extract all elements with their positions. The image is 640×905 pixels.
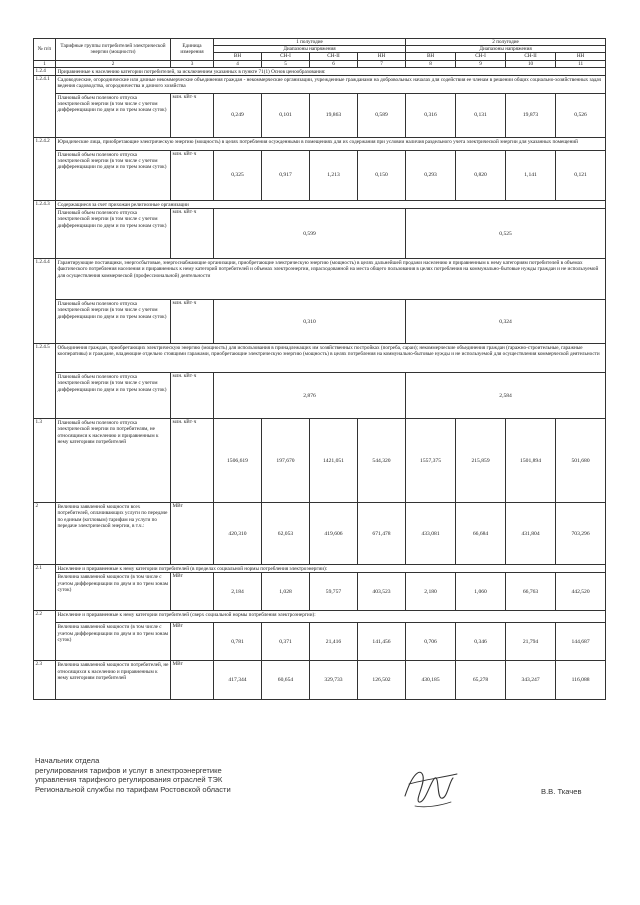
tariff-table xyxy=(33,38,606,700)
row-num: 2.3 xyxy=(34,661,56,700)
value-cell: 19,873 xyxy=(506,94,556,138)
value-cell: 0,346 xyxy=(456,623,506,661)
col-index: 8 xyxy=(406,60,456,67)
header-num: № п/п xyxy=(34,39,56,61)
row-label: Плановый объем полезного отпуска электрической энергии (в том числе с учетом дифференциации по двум и по трем зонам суток) xyxy=(56,300,171,344)
value-cell: 1421,051 xyxy=(310,419,358,503)
row-label: Плановый объем полезного отпуска электрической энергии (в том числе с учетом дифференциации по двум и по трем зонам суток) xyxy=(56,151,171,201)
value-cell: 19,863 xyxy=(310,94,358,138)
signature-block xyxy=(35,756,231,794)
signer-position-line: Начальник отдела xyxy=(35,756,100,765)
signer-position-line: регулирования тарифов и услуг в электроэнергетике xyxy=(35,765,222,775)
value-cell: 544,320 xyxy=(358,419,406,503)
value-cell: 0,101 xyxy=(262,94,310,138)
value-cell: 0,706 xyxy=(406,623,456,661)
signer-name: В.В. Ткачев xyxy=(541,787,582,796)
value-cell: 197,670 xyxy=(262,419,310,503)
value-cell: 21,794 xyxy=(506,623,556,661)
signer-position-line: управления тарифного регулирования отраслей ТЭК xyxy=(35,775,223,785)
row-num: 2 xyxy=(34,503,56,565)
header-unit: Единица измерения xyxy=(171,39,214,61)
row-heading: Население и приравненные к нему категории потребителей (сверх социальной нормы потребления электроэнергии): xyxy=(56,611,606,623)
value-cell: 417,344 xyxy=(214,661,262,700)
row-heading: Гарантирующие поставщики, энергосбытовые, энергоснабжающие организации, приобретающие электрическую энергию (мощность) в целях дальнейшей продажи населению и приравненным к нему категориям потребителей в объемах фактического потребления населения и приравненных к нему категорий потребителей и объемах электроэнергии, израсходованной на места общего пользования в целях потребления на коммунально-бытовые нужды граждан и не используемой для осуществления коммерческой (профессиональной) деятельности xyxy=(56,259,606,300)
header-sn2-2: СН-II xyxy=(506,53,556,60)
value-cell: 419,606 xyxy=(310,503,358,565)
value-cell: 141,456 xyxy=(358,623,406,661)
value-cell: 144,687 xyxy=(556,623,606,661)
header-range-1: Диапазоны напряжения xyxy=(214,46,406,53)
value-cell: 0,249 xyxy=(214,94,262,138)
col-index: 2 xyxy=(56,60,171,67)
value-cell: 59,757 xyxy=(310,573,358,611)
value-cell: 420,310 xyxy=(214,503,262,565)
handwritten-signature xyxy=(395,762,465,814)
value-cell: 0,150 xyxy=(358,151,406,201)
row-heading: Население и приравненные к нему категории потребителей (в пределах социальной нормы потребления электроэнергии): xyxy=(56,565,606,573)
value-cell: 501,680 xyxy=(556,419,606,503)
col-index: 6 xyxy=(310,60,358,67)
value-cell: 62,053 xyxy=(262,503,310,565)
value-cell: 1557,375 xyxy=(406,419,456,503)
value-cell: 2,584 xyxy=(406,373,606,419)
row-num: 2.2 xyxy=(34,611,56,661)
value-cell: 0,310 xyxy=(214,300,406,344)
row-label: Плановый объем полезного отпуска электрической энергии по потребителям, не относящимся к населению и приравненным к нему категориям потребителей xyxy=(56,419,171,503)
header-half1: 1 полугодие xyxy=(214,39,406,46)
value-cell: 703,296 xyxy=(556,503,606,565)
tariff-table-sheet xyxy=(33,38,605,700)
row-unit: млн. кВт·ч xyxy=(171,94,214,138)
row-unit: млн. кВт·ч xyxy=(171,419,214,503)
value-cell: 0,324 xyxy=(406,300,606,344)
row-label: Плановый объем полезного отпуска электрической энергии (в том числе с учетом дифференциации по двум и по трем зонам суток) xyxy=(56,373,171,419)
row-unit: МВт xyxy=(171,503,214,565)
value-cell: 343,247 xyxy=(506,661,556,700)
row-label: Величина заявленной мощности потребителей, не относящихся к населению и приравненным к нему категориям потребителей xyxy=(56,661,171,700)
value-cell: 1,213 xyxy=(310,151,358,201)
row-label: Величина заявленной мощности (в том числе с учетом дифференциации по двум и по трем зонам суток) xyxy=(56,573,171,611)
col-index: 11 xyxy=(556,60,606,67)
col-index: 4 xyxy=(214,60,262,67)
value-cell: 0,781 xyxy=(214,623,262,661)
value-cell: 0,917 xyxy=(262,151,310,201)
value-cell: 0,589 xyxy=(358,94,406,138)
row-unit: млн. кВт·ч xyxy=(171,373,214,419)
header-half2: 2 полугодие xyxy=(406,39,606,46)
value-cell: 2,184 xyxy=(214,573,262,611)
value-cell: 431,804 xyxy=(506,503,556,565)
value-cell: 126,502 xyxy=(358,661,406,700)
row-num: 2.1 xyxy=(34,565,56,611)
row-unit: млн. кВт·ч xyxy=(171,151,214,201)
row-unit: млн. кВт·ч xyxy=(171,300,214,344)
value-cell: 0,820 xyxy=(456,151,506,201)
value-cell: 21,416 xyxy=(310,623,358,661)
value-cell: 1,028 xyxy=(262,573,310,611)
row-heading: Приравненные к населению категории потребителей, за исключением указанных в пункте 71(1) Основ ценообразования: xyxy=(56,67,606,75)
row-num: 1.2.4.1 xyxy=(34,76,56,138)
signer-position-line: Региональной службы по тарифам Ростовской области xyxy=(35,784,231,794)
row-num: 1.2.4 xyxy=(34,67,56,75)
row-label: Плановый объем полезного отпуска электрической энергии (в том числе с учетом дифференциации по двум и по трем зонам суток) xyxy=(56,209,171,259)
row-heading: Юридические лица, приобретающие электрическую энергию (мощность) в целях потребления осужденными в помещениях для их содержания при условии наличия раздельного учета электрической энергии для указанных помещений xyxy=(56,138,606,151)
value-cell: 329,733 xyxy=(310,661,358,700)
value-cell: 0,525 xyxy=(406,209,606,259)
value-cell: 1506,619 xyxy=(214,419,262,503)
col-index: 9 xyxy=(456,60,506,67)
row-num: 1.2.4.3 xyxy=(34,201,56,259)
value-cell: 1501,894 xyxy=(506,419,556,503)
row-unit: млн. кВт·ч xyxy=(171,209,214,259)
header-sn1-1: СН-I xyxy=(262,53,310,60)
row-heading: Содержащиеся за счет прихожан религиозные организации xyxy=(56,201,606,209)
col-index: 3 xyxy=(171,60,214,67)
value-cell: 116,088 xyxy=(556,661,606,700)
value-cell: 430,185 xyxy=(406,661,456,700)
row-num: 1.2.4.4 xyxy=(34,259,56,344)
value-cell: 1,060 xyxy=(456,573,506,611)
col-index: 1 xyxy=(34,60,56,67)
col-index: 10 xyxy=(506,60,556,67)
row-num: 1.3 xyxy=(34,419,56,503)
row-num: 1.2.4.5 xyxy=(34,344,56,419)
value-cell: 433,081 xyxy=(406,503,456,565)
value-cell: 2,180 xyxy=(406,573,456,611)
row-unit: МВт xyxy=(171,573,214,611)
value-cell: 442,520 xyxy=(556,573,606,611)
row-num: 1.2.4.2 xyxy=(34,138,56,201)
value-cell: 0,131 xyxy=(456,94,506,138)
value-cell: 0,371 xyxy=(262,623,310,661)
value-cell: 1,141 xyxy=(506,151,556,201)
header-vn-1: ВН xyxy=(214,53,262,60)
header-range-2: Диапазоны напряжения xyxy=(406,46,606,53)
value-cell: 65,278 xyxy=(456,661,506,700)
value-cell: 60,654 xyxy=(262,661,310,700)
value-cell: 403,523 xyxy=(358,573,406,611)
value-cell: 215,859 xyxy=(456,419,506,503)
header-sn2-1: СН-II xyxy=(310,53,358,60)
value-cell: 0,599 xyxy=(214,209,406,259)
value-cell: 0,325 xyxy=(214,151,262,201)
col-index: 5 xyxy=(262,60,310,67)
header-sn1-2: СН-I xyxy=(456,53,506,60)
value-cell: 66,763 xyxy=(506,573,556,611)
value-cell: 671,478 xyxy=(358,503,406,565)
row-unit: МВт xyxy=(171,661,214,700)
value-cell: 0,293 xyxy=(406,151,456,201)
col-index: 7 xyxy=(358,60,406,67)
header-vn-2: ВН xyxy=(406,53,456,60)
value-cell: 0,121 xyxy=(556,151,606,201)
value-cell: 0,526 xyxy=(556,94,606,138)
row-label: Величина заявленной мощности (в том числе с учетом дифференциации по двум и по трем зонам суток) xyxy=(56,623,171,661)
row-heading: Садоводческие, огороднические или дачные некоммерческие объединения граждан - некоммерческие организации, учрежденные гражданами на добровольных началах для содействия ее членам в решении общих социально-хозяйственных задач ведения садоводства, огородничества и дачного хозяйства xyxy=(56,76,606,94)
row-heading: Объединения граждан, приобретающих электрическую энергию (мощность) для использования в принадлежащих им хозяйственных постройках (погреба, сараи); некоммерческие объединения граждан (гаражно-строительные, гаражные кооперативы) и граждане, владеющие отдельно стоящими гаражами, приобретающие электрическую энергию (мощность) в целях потребления на коммунально-бытовые нужды и не используемой для осуществления коммерческой деятельности xyxy=(56,344,606,373)
header-group: Тарифные группы потребителей электрической энергии (мощности) xyxy=(56,39,171,61)
value-cell: 2,876 xyxy=(214,373,406,419)
row-label: Величина заявленной мощности всех потребителей, оплачивающих услуги по передаче по единым (котловым) тарифам на услуги по передаче электрической энергии, в т.ч.: xyxy=(56,503,171,565)
row-unit: МВт xyxy=(171,623,214,661)
header-nn-1: НН xyxy=(358,53,406,60)
row-label: Плановый объем полезного отпуска электрической энергии (в том числе с учетом дифференциации по двум и по трем зонам суток) xyxy=(56,94,171,138)
value-cell: 66,684 xyxy=(456,503,506,565)
value-cell: 0,316 xyxy=(406,94,456,138)
header-nn-2: НН xyxy=(556,53,606,60)
